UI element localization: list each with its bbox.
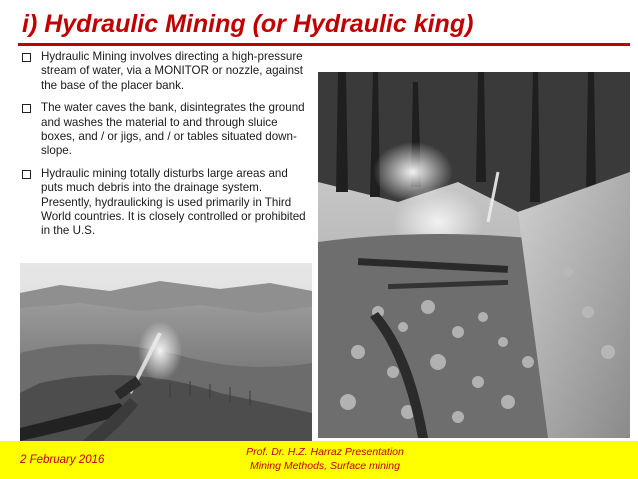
- bullet-list: [20, 50, 312, 247]
- slide-title: i) Hydraulic Mining (or Hydraulic king): [22, 10, 474, 38]
- bullet-item: [20, 167, 312, 239]
- bullet-item: [20, 50, 312, 93]
- footer-credit: [210, 445, 440, 473]
- footer-date: 2 February 2016: [20, 454, 105, 466]
- footer-bar: [0, 441, 638, 479]
- footer-credit-line-1: Prof. Dr. H.Z. Harraz Presentation: [246, 446, 404, 458]
- bullet-text: The water caves the bank, disintegrates the ground and washes the material to and through sluice boxes, and / or jigs, and / or tables situated down-slope.: [41, 101, 305, 158]
- bullet-item: [20, 101, 312, 159]
- title-divider: [18, 43, 630, 46]
- hydraulic-monitor-photo: [20, 263, 312, 443]
- checkbox-bullet-icon: [22, 104, 31, 113]
- footer-credit-line-2: Mining Methods, Surface mining: [250, 460, 400, 472]
- bullet-text: Hydraulic Mining involves directing a high-pressure stream of water, via a MONITOR or nozzle, against the base of the placer bank.: [41, 50, 304, 92]
- checkbox-bullet-icon: [22, 170, 31, 179]
- checkbox-bullet-icon: [22, 53, 31, 62]
- placer-bank-hydraulicking-photo: [318, 72, 630, 438]
- bullet-text: Hydraulic mining totally disturbs large areas and puts much debris into the drainage system. Presently, hydraulicking is used primarily in Third World countries. It is closely controlled or prohibited in the U.S.: [41, 166, 306, 238]
